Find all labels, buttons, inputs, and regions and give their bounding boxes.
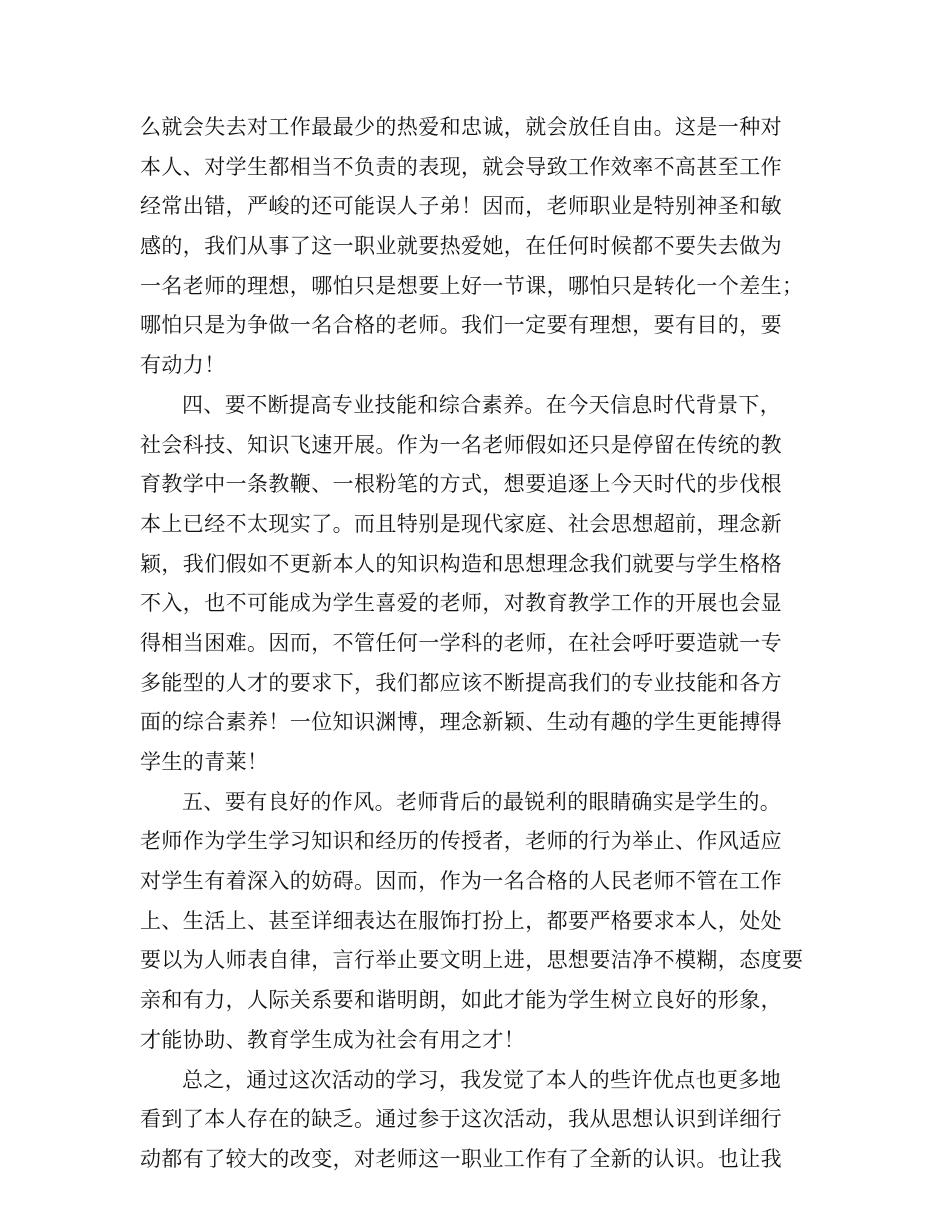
- text-line: 有动力！: [140, 353, 226, 378]
- text-line: 四、要不断提高专业技能和综合素养。在今天信息时代背景下，: [182, 392, 782, 417]
- text-line: 五、要有良好的作风。老师背后的最锐利的眼睛确实是学生的。: [182, 789, 782, 814]
- text-line: 面的综合素养！一位知识渊博，理念新颖、生动有趣的学生更能搏得: [140, 710, 782, 735]
- text-line: 学生的青莱！: [140, 750, 269, 774]
- text-line: 得相当困难。因而，不管任何一学科的老师，在社会呼吁要造就一专: [140, 630, 782, 655]
- text-line: 育教学中一条教鞭、一根粉笔的方式，想要追逐上今天时代的步伐根: [140, 472, 782, 497]
- text-line: 要以为人师表自律，言行举止要文明上进，思想要洁净不模糊，态度要: [140, 948, 804, 973]
- text-line: 才能协助、教育学生成为社会有用之才！: [140, 1027, 526, 1052]
- text-line: 不入，也不可能成为学生喜爱的老师，对教育教学工作的开展也会显: [140, 591, 782, 616]
- text-line: 对学生有着深入的妨碍。因而，作为一名合格的人民老师不管在工作: [140, 869, 782, 894]
- text-line: 总之，通过这次活动的学习，我发觉了本人的些许优点也更多地: [182, 1067, 782, 1092]
- text-line: 经常出错，严峻的还可能误人子弟！因而，老师职业是特别神圣和敏: [140, 194, 782, 219]
- text-line: 本上已经不太现实了。而且特别是现代家庭、社会思想超前，理念新: [140, 511, 782, 536]
- text-line: 感的，我们从事了这一职业就要热爱她，在任何时候都不要失去做为: [140, 234, 782, 259]
- text-line: 亲和有力，人际关系要和谐明朗，如此才能为学生树立良好的形象，: [140, 988, 782, 1013]
- text-line: 上、生活上、甚至详细表达在服饰打扮上，都要严格要求本人，处处: [140, 908, 782, 933]
- text-line: 老师作为学生学习知识和经历的传授者，老师的行为举止、作风适应: [140, 829, 782, 854]
- body-text: [140, 108, 820, 1180]
- text-line: 动都有了较大的改变，对老师这一职业工作有了全新的认识。也让我: [140, 1146, 782, 1171]
- text-line: 么就会失去对工作最最少的热爱和忠诚，就会放任自由。这是一种对: [140, 115, 782, 139]
- text-line: 本人、对学生都相当不负责的表现，就会导致工作效率不高甚至工作: [140, 154, 782, 179]
- text-line: 颖，我们假如不更新本人的知识构造和思想理念我们就要与学生格格: [140, 551, 782, 576]
- text-line: 哪怕只是为争做一名合格的老师。我们一定要有理想，要有目的，要: [140, 313, 782, 338]
- text-line: 一名老师的理想，哪怕只是想要上好一节课，哪怕只是转化一个差生；: [140, 273, 804, 298]
- text-line: 社会科技、知识飞速开展。作为一名老师假如还只是停留在传统的教: [140, 432, 782, 457]
- text-line: 看到了本人存在的缺乏。通过参于这次活动，我从思想认识到详细行: [140, 1107, 782, 1132]
- text-line: 多能型的人才的要求下，我们都应该不断提高我们的专业技能和各方: [140, 670, 782, 695]
